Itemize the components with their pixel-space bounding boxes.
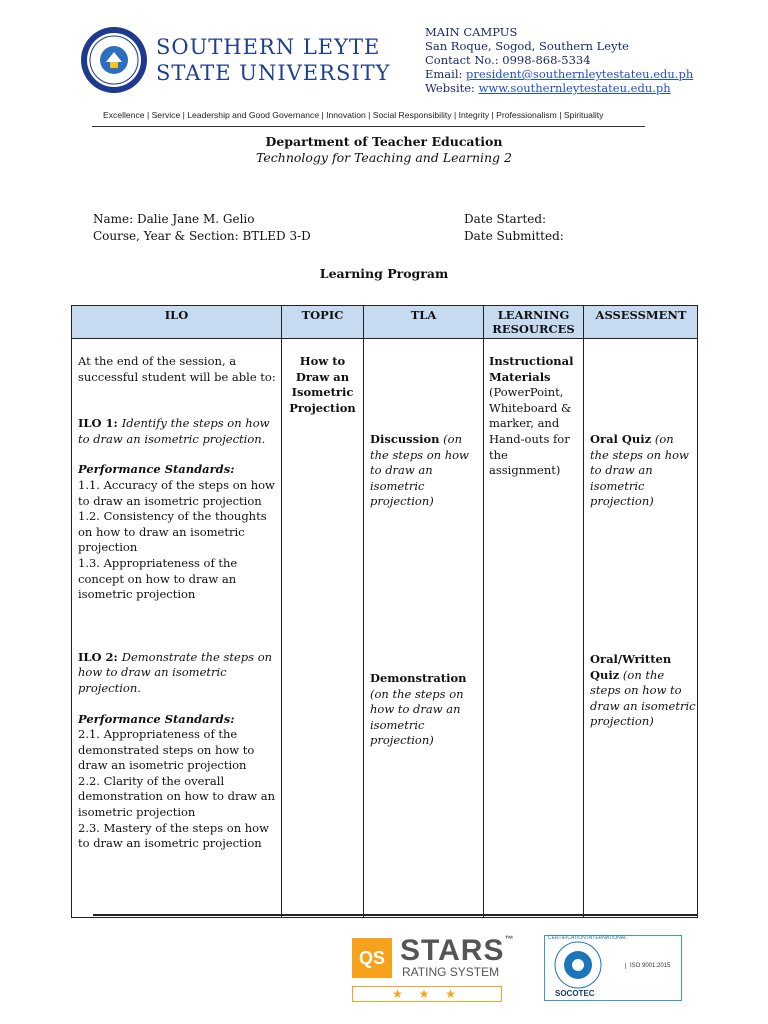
as1-text: (on the steps on how to draw an isometric projection) [590,432,689,509]
ps1-item: 1.2. Consistency of the thoughts on how to draw an isometric projection [78,509,267,555]
learning-program-title: Learning Program [319,266,449,281]
header-learning-line1: LEARNING [497,308,570,322]
department-title: Department of Teacher Education [265,134,503,149]
ilo1-label: ILO 1: [78,416,122,431]
column-divider [281,306,282,917]
stars-word: STARS [400,934,505,967]
trademark: ™ [504,934,515,944]
as2-text: (on the steps on how to draw an isometric projection) [590,667,696,729]
header-learning-resources [484,308,583,336]
header-topic: TOPIC [301,308,344,322]
contact-number: Contact No.: 0998-868-5334 [425,53,591,67]
topic-cell: How to Draw an Isometric Projection [289,354,356,415]
campus-name: MAIN CAMPUS [425,25,518,39]
core-values: Excellence | Service | Leadership and Good Governance | Innovation | Social Responsibility | Integrity | Professionalism | Spirituality [103,110,604,120]
rating-system-text: RATING SYSTEM [402,965,500,979]
university-name-line1: SOUTHERN LEYTE [156,35,381,59]
email-label: Email: [425,67,467,81]
tla2-label: Demonstration [370,671,467,685]
ps2-label: Performance Standards: [78,711,235,726]
tla2-text: (on the steps on how to draw an isometric projection) [370,686,464,748]
resources-text: (PowerPoint, Whiteboard & marker, and Hand-outs for the assignment) [489,385,572,478]
student-name: Name: Dalie Jane M. Gelio [93,212,255,226]
course-section: Course, Year & Section: BTLED 3-D [93,229,311,243]
footer-divider [93,914,698,916]
resources-cell [489,354,581,479]
ps1-item: 1.1. Accuracy of the steps on how to draw an isometric projection [78,477,275,508]
website-link[interactable]: www.southernleytestateu.edu.ph [478,81,671,95]
learning-program-table [71,305,698,918]
email-link[interactable]: president@southernleytestateu.edu.ph [466,67,694,81]
socotec-certification-badge [544,935,682,1001]
ilo1-text: Identify the steps on how to draw an isometric projection. [78,416,270,446]
university-seal-logo [80,26,148,94]
assessment-oral-quiz [590,432,696,510]
star-rating-row: ★ ★ ★ [352,986,502,1002]
ilo1 [78,416,278,447]
socotec-label: SOCOTEC [555,989,595,998]
header-learning-line2: RESOURCES [492,322,575,336]
header-assessment: ASSESSMENT [595,308,687,322]
campus-address: San Roque, Sogod, Southern Leyte [425,39,629,53]
stars-text [400,934,514,968]
certification-caption: CERTIFICATION INTERNATIONAL [548,935,627,941]
header-ilo: ILO [164,308,189,322]
header-tla: TLA [410,308,437,322]
ilo-intro: At the end of the session, a successful student will be able to: [78,354,276,384]
as1-label: Oral Quiz [590,432,652,446]
ps2-item: 2.2. Clarity of the overall demonstration on how to draw an isometric projection [78,773,276,820]
ilo2 [78,650,278,697]
tla-demonstration [370,671,478,749]
ilo-cell [78,354,278,852]
column-divider [483,306,484,917]
ilo2-label: ILO 2: [78,649,122,664]
date-started: Date Started: [464,212,547,226]
ps1-item: 1.3. Appropriateness of the concept on how to draw an isometric projection [78,555,238,602]
ps2-item: 2.1. Appropriateness of the demonstrated steps on how to draw an isometric projection [78,727,255,773]
university-name [156,34,391,86]
iso-label: ISO 9001:2015 [625,963,670,969]
campus-contact-block [425,25,693,95]
ilo2-text: Demonstrate the steps on how to draw an isometric projection. [78,649,273,695]
tla1-text: (on the steps on how to draw an isometric projection) [370,432,469,509]
ps2-item: 2.3. Mastery of the steps on how to draw an isometric projection [78,820,269,851]
assessment-oral-written-quiz [590,652,696,730]
qs-stars-badge [352,934,515,1003]
resources-label: Instructional Materials [489,354,574,384]
header-divider [92,126,645,127]
ps1-label: Performance Standards: [78,462,235,477]
column-divider [583,306,584,917]
qs-logo: QS [352,938,392,978]
socotec-seal-icon [553,940,603,990]
course-title: Technology for Teaching and Learning 2 [256,150,512,165]
date-submitted: Date Submitted: [464,229,564,243]
website-label: Website: [425,81,479,95]
as2-label: Oral/Written Quiz [590,652,672,682]
university-name-line2: STATE UNIVERSITY [156,61,391,85]
tla-discussion [370,432,478,510]
tla1-label: Discussion [370,432,440,446]
column-divider [363,306,364,917]
